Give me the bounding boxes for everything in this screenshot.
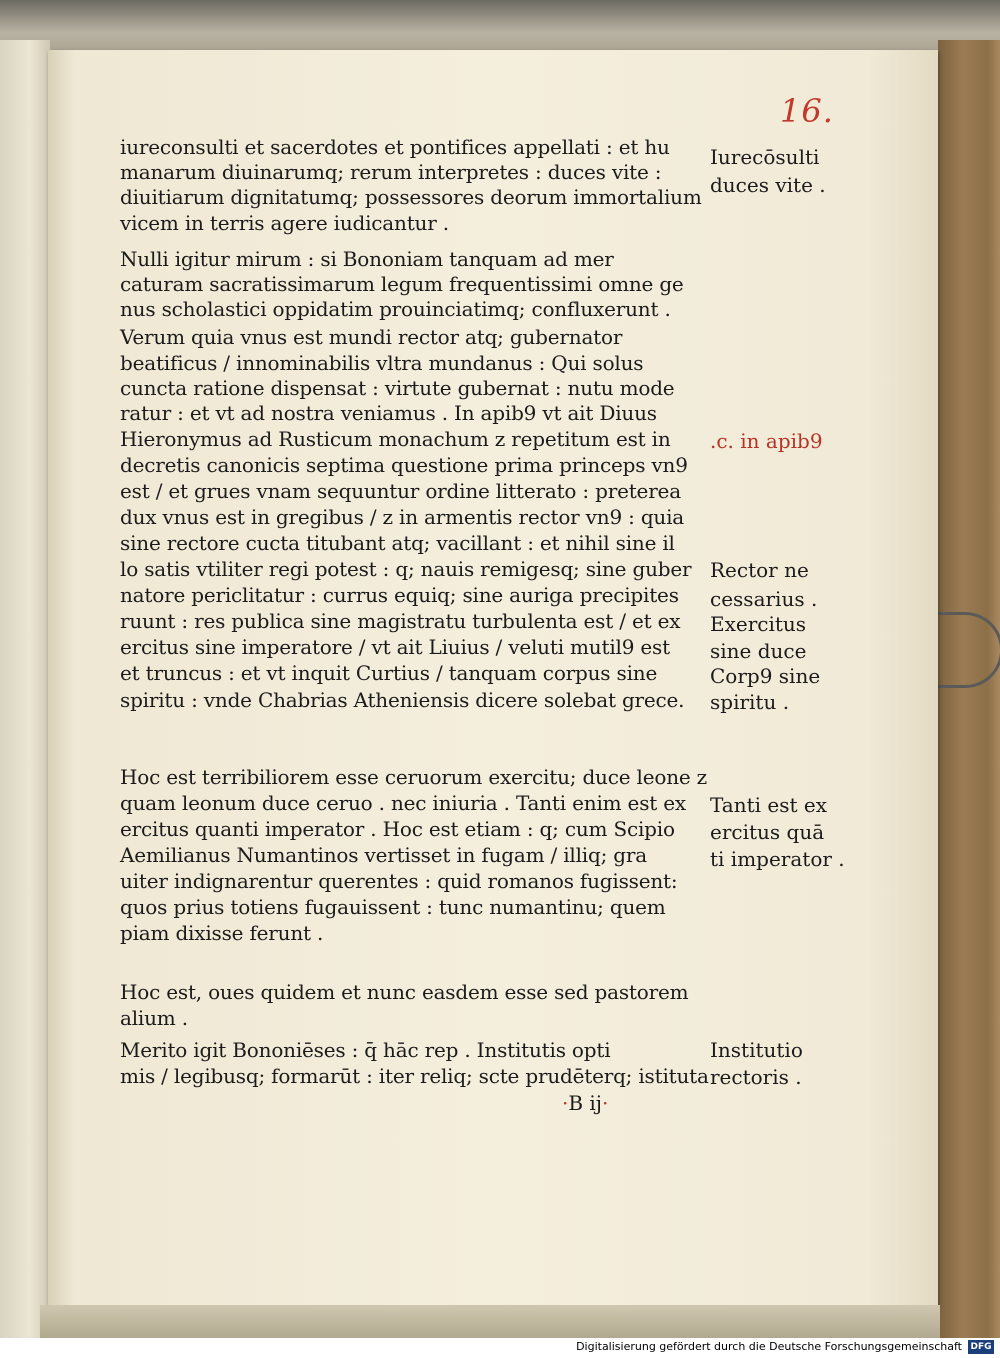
margin-note: ti imperator .: [710, 847, 845, 871]
text-line: ercitus quanti imperator . Hoc est etiam : q; cum Scipio: [120, 817, 675, 841]
text-line: Hieronymus ad Rusticum monachum z repetitum est in: [120, 427, 671, 451]
text-line: quam leonum duce ceruo . nec iniuria . Tanti enim est ex: [120, 791, 686, 815]
facing-page-edge: [0, 40, 50, 1338]
text-line: decretis canonicis septima questione prima princeps vn9: [120, 453, 688, 477]
margin-note: sine duce: [710, 639, 807, 663]
book-bottom-edge: [40, 1305, 940, 1338]
margin-note: Corp9 sine: [710, 664, 821, 688]
text-line: est / et grues vnam sequuntur ordine litterato : preterea: [120, 479, 681, 503]
folio-number: 16.: [780, 92, 834, 130]
text-line: spiritu : vnde Chabrias Atheniensis dicere solebat grece.: [120, 688, 685, 712]
margin-note: Tanti est ex: [710, 793, 827, 817]
text-line: natore periclitatur : currus equiq; sine auriga precipites: [120, 583, 679, 607]
signature-text: B ij: [568, 1091, 603, 1115]
text-line: caturam sacratissimarum legum frequentissimi omne ge: [120, 272, 684, 296]
text-line: alium .: [120, 1006, 188, 1030]
margin-note: Institutio: [710, 1038, 803, 1062]
text-line: iureconsulti et sacerdotes et pontifices appellati : et hu: [120, 135, 670, 159]
text-line: Merito igit Bononiēses : q̄ hāc rep . Institutis opti: [120, 1038, 611, 1062]
text-line: diuitiarum dignitatumq; possessores deorum immortalium: [120, 185, 702, 209]
footer-bar: [0, 1338, 1000, 1358]
margin-note: .c. in apib9: [710, 429, 823, 453]
signature-mark: ·B ij·: [562, 1091, 609, 1115]
text-line: nus scholastici oppidatim prouinciatimq; confluxerunt .: [120, 297, 671, 321]
book-cover: [938, 40, 1000, 1338]
text-line: cuncta ratione dispensat : virtute gubernat : nutu mode: [120, 376, 675, 400]
margin-note: ercitus quā: [710, 820, 825, 844]
text-line: Nulli igitur mirum : si Bononiam tanquam ad mer: [120, 247, 614, 271]
text-line: ratur : et vt ad nostra veniamus . In apib9 vt ait Diuus: [120, 401, 657, 425]
text-line: Aemilianus Numantinos vertisset in fugam / illiq; gra: [120, 843, 647, 867]
text-line: beatificus / innominabilis vltra mundanus : Qui solus: [120, 351, 644, 375]
text-line: lo satis vtiliter regi potest : q; nauis remigesq; sine guber: [120, 557, 692, 581]
margin-note: Iurecōsulti: [710, 145, 820, 169]
text-line: uiter indignarentur querentes : quid romanos fugissent:: [120, 869, 678, 893]
text-line: quos prius totiens fugauissent : tunc numantinu; quem: [120, 895, 666, 919]
funding-credit: Digitalisierung gefördert durch die Deutsche Forschungsgemeinschaft: [576, 1340, 962, 1353]
text-line: Hoc est, oues quidem et nunc easdem esse sed pastorem: [120, 980, 689, 1004]
text-line: sine rectore cucta titubant atq; vacillant : et nihil sine il: [120, 531, 675, 555]
margin-note: Exercitus: [710, 612, 807, 636]
margin-note: spiritu .: [710, 690, 790, 714]
text-line: mis / legibusq; formarūt : iter reliq; scte prudēterq; istituta: [120, 1064, 709, 1088]
text-line: Hoc est terribiliorem esse ceruorum exercitu; duce leone z: [120, 765, 708, 789]
margin-note: Rector ne: [710, 558, 809, 582]
text-line: Verum quia vnus est mundi rector atq; gubernator: [120, 325, 623, 349]
text-line: ruunt : res publica sine magistratu turbulenta est / et ex: [120, 609, 681, 633]
text-line: piam dixisse ferunt .: [120, 921, 324, 945]
book-clasp: [930, 612, 1000, 688]
text-line: ercitus sine imperatore / vt ait Liuius / veluti mutil9 est: [120, 635, 670, 659]
text-line: et truncus : et vt inquit Curtius / tanquam corpus sine: [120, 661, 658, 685]
text-line: manarum diuinarumq; rerum interpretes : duces vite :: [120, 160, 662, 184]
margin-note: rectoris .: [710, 1065, 802, 1089]
text-line: dux vnus est in gregibus / z in armentis rector vn9 : quia: [120, 505, 685, 529]
text-line: vicem in terris agere iudicantur .: [120, 211, 449, 235]
dfg-logo-icon: DFG: [968, 1340, 994, 1354]
margin-note: duces vite .: [710, 173, 826, 197]
margin-note: cessarius .: [710, 587, 818, 611]
